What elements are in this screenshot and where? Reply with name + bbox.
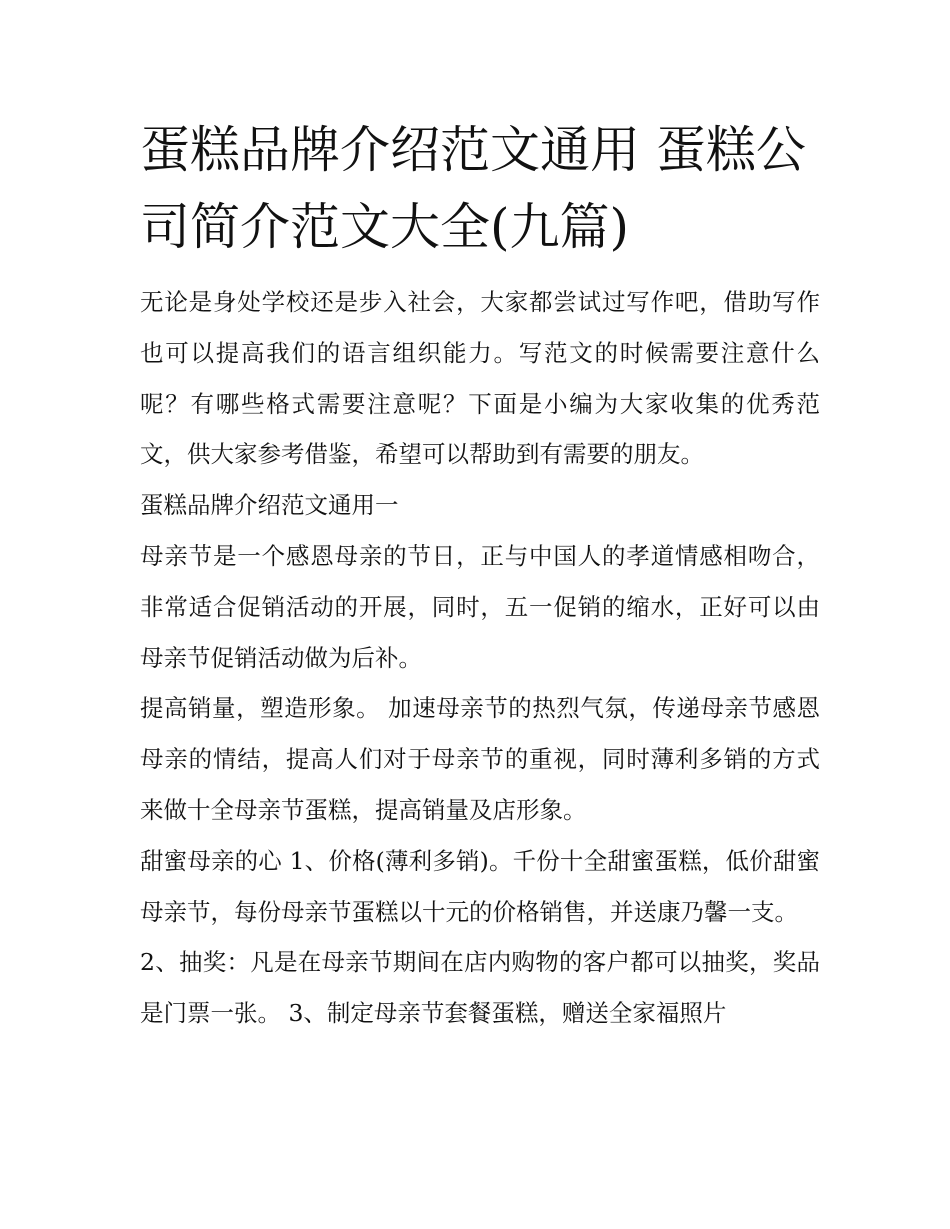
document-title: 蛋糕品牌介绍范文通用 蛋糕公司简介范文大全(九篇) (140, 121, 806, 256)
body-paragraph: 2、抽奖：凡是在母亲节期间在店内购物的客户都可以抽奖，奖品是门票一张。 3、制定母亲节套餐蛋糕，赠送全家福照片 (140, 948, 820, 1028)
body-paragraph: 提高销量，塑造形象。 加速母亲节的热烈气氛，传递母亲节感恩母亲的情结，提高人们对于母亲节的重视，同时薄利多销的方式来做十全母亲节蛋糕，提高销量及店形象。 (140, 694, 820, 824)
section-heading: 蛋糕品牌介绍范文通用一 (140, 491, 399, 520)
body-paragraph: 甜蜜母亲的心 1、价格(薄利多销)。千份十全甜蜜蛋糕，低价甜蜜母亲节，每份母亲节蛋糕以十元的价格销售，并送康乃馨一支。 (140, 846, 820, 926)
body-paragraph: 母亲节是一个感恩母亲的节日，正与中国人的孝道情感相吻合，非常适合促销活动的开展，同时，五一促销的缩水，正好可以由母亲节促销活动做为后补。 (140, 541, 820, 672)
intro-paragraph: 无论是身处学校还是步入社会，大家都尝试过写作吧，借助写作也可以提高我们的语言组织能力。写范文的时候需要注意什么呢？有哪些格式需要注意呢？下面是小编为大家收集的优秀范文，供大家参考借鉴，希望可以帮助到有需要的朋友。 (140, 288, 820, 469)
document-body (140, 277, 820, 1039)
